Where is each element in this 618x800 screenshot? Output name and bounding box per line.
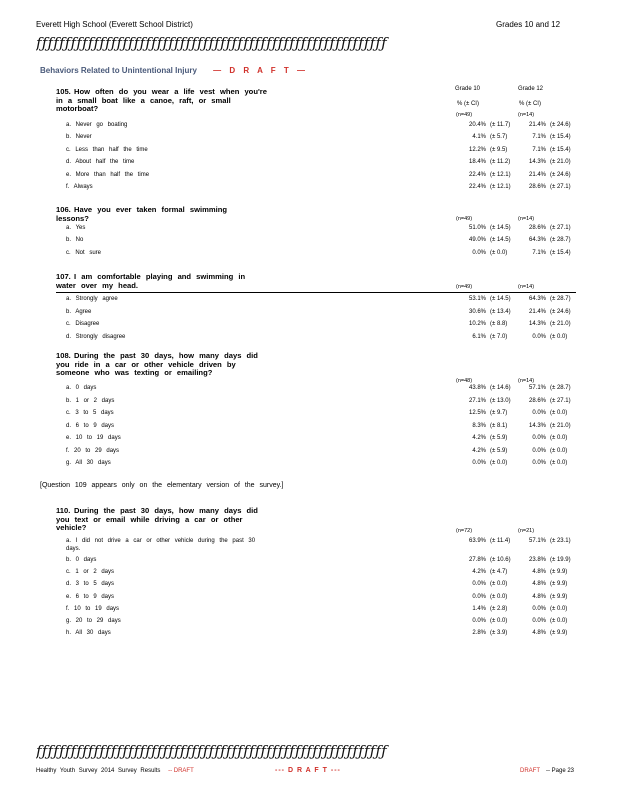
table-row	[66, 225, 571, 235]
table-row	[66, 460, 566, 470]
grade12-percent: 14.3%	[528, 422, 546, 429]
grade10-header: Grade 10	[455, 86, 481, 92]
grade10-percent: 0.0%	[472, 581, 486, 588]
answer-label: b. Agree	[66, 308, 92, 315]
grade10-percent: 27.1%	[468, 397, 486, 404]
grade10-ci: (± 14.5)	[490, 237, 511, 244]
table-row	[66, 159, 571, 169]
footer-survey-title: Healthy Youth Survey 2014 Survey Results	[36, 768, 161, 774]
grade12-ci: (± 0.0)	[550, 618, 568, 624]
grade10-percent: 27.8%	[468, 557, 486, 563]
grade12-percent: 14.3%	[528, 159, 546, 166]
question-text: Have you ever taken formal swimming lessons?	[56, 205, 228, 223]
q106-n10: (n=49)	[456, 216, 473, 222]
question-105	[56, 88, 276, 114]
grade12-ci: (± 9.9)	[550, 569, 568, 576]
grade10-percent: 0.0%	[472, 593, 486, 600]
grade12-percent: 4.8%	[532, 593, 546, 600]
table-row	[66, 581, 566, 591]
grade10-ci: (± 14.5)	[490, 296, 511, 302]
grade10-ci: (± 8.1)	[490, 422, 508, 429]
grade10-percent: 2.8%	[472, 630, 486, 637]
grade10-ci: (± 13.4)	[490, 308, 511, 315]
answer-label: b. 1 or 2 days	[66, 397, 115, 404]
grade12-percent: 23.8%	[528, 557, 546, 563]
grade10-ci: (± 5.9)	[490, 447, 508, 454]
grade12-ci: (± 21.0)	[550, 321, 571, 328]
grade12-header: Grade 12	[518, 86, 544, 92]
grade12-ci: (± 21.0)	[550, 422, 571, 429]
answer-label: a. Yes	[66, 225, 86, 231]
answer-label: f. 20 to 29 days	[66, 447, 120, 454]
footer-rule: ƒƒƒƒƒƒƒƒƒƒƒƒƒƒƒƒƒƒƒƒƒƒƒƒƒƒƒƒƒƒƒƒƒƒƒƒƒƒƒƒƒƒƒƒƒƒƒƒƒƒƒƒƒƒƒƒƒƒƒƒƒ	[36, 744, 387, 759]
grades-label: Grades 10 and 12	[496, 20, 561, 29]
answer-label: a. Never go boating	[66, 122, 128, 128]
grade12-percent: 4.8%	[532, 569, 546, 576]
q105-n10: (n=49)	[456, 112, 473, 118]
grade12-ci: (± 15.4)	[550, 146, 571, 153]
grade12-percent: 0.0%	[532, 435, 546, 441]
grade10-ci: (± 8.8)	[490, 321, 508, 328]
q107-n10: (n=49)	[456, 284, 473, 290]
grade10-percent: 0.0%	[472, 618, 486, 624]
table-row	[66, 448, 566, 458]
grade10-percent: 4.2%	[472, 569, 486, 576]
table-row	[66, 594, 566, 604]
grade10-ci: (± 11.2)	[490, 159, 511, 166]
grade12-ci: (± 9.9)	[550, 630, 568, 637]
grade12-percent: 57.1%	[528, 538, 546, 544]
table-row	[66, 184, 571, 194]
answer-label: g. All 30 days	[66, 460, 111, 466]
grade10-percent: 10.2%	[468, 321, 486, 328]
grade12-ci: (± 9.9)	[550, 593, 568, 600]
grade10-ci: (± 3.9)	[490, 630, 508, 637]
question-106	[56, 206, 246, 223]
footer-survey	[36, 768, 194, 774]
grade12-percent: 21.4%	[528, 171, 546, 178]
footer-draft-small: -- DRAFT	[168, 768, 194, 774]
draft-mark: — D R A F T —	[213, 66, 309, 75]
grade10-ci: (± 11.4)	[490, 538, 511, 544]
grade10-ci: (± 0.0)	[490, 618, 508, 624]
q108-n12: (n=14)	[518, 378, 535, 384]
grade10-ci: (± 12.1)	[490, 184, 511, 190]
grade10-ci: (± 0.0)	[490, 593, 508, 600]
table-row	[66, 606, 566, 616]
question-108	[56, 352, 266, 378]
answer-label: e. 6 to 9 days	[66, 593, 115, 600]
grade10-ci: (± 5.7)	[490, 134, 508, 141]
question-text: During the past 30 days, how many days did you text or email while driving a car or other vehicle?	[56, 506, 258, 533]
answer-label: c. Disagree	[66, 321, 100, 328]
table-row	[66, 122, 571, 132]
grade12-percent: 4.8%	[532, 630, 546, 637]
grade10-percent: 12.2%	[468, 146, 486, 153]
grade12-ci: (± 15.4)	[550, 249, 571, 256]
grade10-percent: 8.3%	[472, 422, 486, 429]
table-row	[66, 385, 571, 395]
answer-label: c. Not sure	[66, 249, 102, 256]
grade10-ci: (± 9.7)	[490, 410, 508, 416]
question-number: 108.	[56, 351, 71, 360]
grade12-ci: (± 9.9)	[550, 581, 568, 588]
grade10-ci: (± 11.7)	[490, 122, 511, 128]
grade10-percent: 0.0%	[472, 460, 486, 466]
table-row	[66, 237, 571, 247]
section-title	[40, 66, 308, 75]
grade12-ci: (± 0.0)	[550, 460, 568, 466]
grade12-ci: (± 24.6)	[550, 308, 571, 315]
grade10-percent: 51.0%	[468, 225, 486, 231]
grade10-ci: (± 7.0)	[490, 333, 508, 340]
answer-label: d. About half the time	[66, 159, 135, 166]
grade12-ci: (± 21.0)	[550, 159, 571, 166]
grade12-percent: 0.0%	[532, 333, 546, 340]
grade10-percent: 4.2%	[472, 447, 486, 454]
grade12-ci: (± 27.1)	[550, 184, 571, 190]
grade10-ci: (± 2.8)	[490, 605, 508, 612]
grade12-ci: (± 19.9)	[550, 557, 571, 563]
q107-n12: (n=14)	[518, 284, 535, 290]
grade10-ci: (± 13.0)	[490, 397, 511, 404]
q105-n12: (n=14)	[518, 112, 535, 118]
table-row	[66, 569, 566, 579]
grade10-ci: (± 0.0)	[490, 460, 508, 466]
grade12-percent: 0.0%	[532, 410, 546, 416]
grade12-percent: 28.6%	[528, 184, 546, 190]
answer-label: d. 3 to 5 days	[66, 581, 115, 588]
grade12-percent: 7.1%	[532, 134, 546, 141]
question-107	[56, 273, 266, 290]
school-name: Everett High School (Everett School District)	[36, 20, 193, 29]
grade12-percent: 7.1%	[532, 249, 546, 256]
answer-label: c. 3 to 5 days	[66, 410, 114, 416]
grade12-percent: 21.4%	[528, 122, 546, 128]
grade10-ci: (± 9.5)	[490, 146, 508, 153]
grade10-percent: 12.5%	[468, 410, 486, 416]
grade12-ci: (± 28.7)	[550, 296, 571, 302]
grade12-ci: (± 28.7)	[550, 385, 571, 391]
grade10-ci: (± 12.1)	[490, 171, 511, 178]
answer-label: a. Strongly agree	[66, 296, 118, 302]
table-row	[66, 410, 566, 420]
table-row	[66, 171, 571, 182]
grade12-percent: 0.0%	[532, 605, 546, 612]
footer-draft-center: --- D R A F T ---	[275, 767, 341, 774]
grade12-percent: 0.0%	[532, 618, 546, 624]
grade12-ci: (± 24.6)	[550, 122, 571, 128]
q106-n12: (n=14)	[518, 216, 535, 222]
question-number: 106.	[56, 205, 71, 214]
answer-label-continued	[66, 546, 566, 556]
table-row	[66, 296, 571, 306]
grade10-ci: (± 0.0)	[490, 581, 508, 588]
question-text: How often do you wear a life vest when you're in a small boat like a canoe, raft, or small motorboat?	[56, 87, 267, 114]
question-number: 110.	[56, 506, 71, 515]
grade10-percent: 63.9%	[468, 538, 486, 544]
answer-label: a. 0 days	[66, 385, 97, 391]
answer-label: b. Never	[66, 134, 92, 141]
grade10-ci: (± 14.5)	[490, 225, 511, 231]
question-number: 105.	[56, 87, 71, 96]
grade10-percent: 53.1%	[468, 296, 486, 302]
header-rule: ƒƒƒƒƒƒƒƒƒƒƒƒƒƒƒƒƒƒƒƒƒƒƒƒƒƒƒƒƒƒƒƒƒƒƒƒƒƒƒƒƒƒƒƒƒƒƒƒƒƒƒƒƒƒƒƒƒƒƒƒƒ	[36, 36, 387, 51]
grade12-percent: 57.1%	[528, 385, 546, 391]
q108-n10: (n=48)	[456, 378, 473, 384]
table-row	[66, 618, 566, 628]
question-109-note: [Question 109 appears only on the elementary version of the survey.]	[40, 482, 284, 489]
table-row	[66, 146, 571, 157]
grade10-ci: (± 14.6)	[490, 385, 511, 391]
answer-label: c. 1 or 2 days	[66, 569, 115, 576]
grade10-ci: (± 5.9)	[490, 435, 508, 441]
q110-n12: (n=21)	[518, 528, 535, 534]
grade10-percent: 0.0%	[472, 249, 486, 256]
grade12-percent: 0.0%	[532, 447, 546, 454]
answer-label: c. Less than half the time	[66, 146, 148, 153]
grade12-ci: (± 0.0)	[550, 605, 568, 612]
table-row	[66, 321, 571, 331]
answer-label: f. 10 to 19 days	[66, 605, 120, 612]
grade12-percent: 64.3%	[528, 237, 546, 244]
grade12-ci: (± 0.0)	[550, 435, 568, 441]
grade10-percent: 43.8%	[468, 385, 486, 391]
answer-label: h. All 30 days	[66, 630, 111, 637]
table-row	[66, 308, 571, 319]
table-row	[66, 397, 571, 408]
grade12-percent: 28.6%	[528, 397, 546, 404]
grade12-ci: (± 27.1)	[550, 397, 571, 404]
grade10-percent: 4.1%	[472, 134, 486, 141]
grade12-ci: (± 0.0)	[550, 333, 568, 340]
grade10-percent: 6.1%	[472, 333, 486, 340]
grade10-percent: 49.0%	[468, 237, 486, 244]
answer-label: d. Strongly disagree	[66, 333, 126, 340]
grade12-ci: (± 24.6)	[550, 171, 571, 178]
grade12-percent: 64.3%	[528, 296, 546, 302]
grade12-percent: 7.1%	[532, 146, 546, 153]
grade12-ci: (± 0.0)	[550, 410, 568, 416]
grade12-ci: (± 28.7)	[550, 237, 571, 244]
table-row	[66, 249, 571, 260]
grade10-ci: (± 10.6)	[490, 557, 511, 563]
page-number: -- Page 23	[546, 768, 575, 774]
grade10-percent: 18.4%	[468, 159, 486, 166]
answer-label: d. 6 to 9 days	[66, 422, 115, 429]
grade12-ci: (± 15.4)	[550, 134, 571, 141]
grade12-percent: 21.4%	[528, 308, 546, 315]
grade10-percent: 20.4%	[468, 122, 486, 128]
grade12-pct-header: % (± CI)	[519, 101, 541, 107]
table-row	[66, 422, 571, 433]
table-row	[66, 134, 571, 144]
answer-label: b. No	[66, 237, 84, 244]
answer-label-line2: days.	[66, 546, 81, 552]
answer-label: a. I did not drive a car or other vehicle during the past 30	[66, 538, 256, 544]
table-row	[66, 435, 566, 445]
grade10-percent: 22.4%	[468, 171, 486, 178]
grade12-ci: (± 0.0)	[550, 447, 568, 454]
answer-label: e. 10 to 19 days	[66, 435, 121, 441]
question-text: I am comfortable playing and swimming in water over my head.	[56, 272, 246, 290]
table-divider	[56, 292, 576, 293]
q110-n10: (n=72)	[456, 528, 473, 534]
question-text: During the past 30 days, how many days did you ride in a car or other vehicle driven by someone who was texting or emailing?	[56, 351, 258, 378]
grade10-pct-header: % (± CI)	[457, 101, 479, 107]
grade12-ci: (± 27.1)	[550, 225, 571, 231]
grade12-percent: 28.6%	[528, 225, 546, 231]
table-row	[66, 630, 566, 640]
answer-label: g. 20 to 29 days	[66, 618, 121, 624]
grade10-percent: 22.4%	[468, 184, 486, 190]
section-title-text: Behaviors Related to Unintentional Injury	[40, 66, 197, 75]
footer-draft-right: DRAFT	[520, 768, 540, 774]
table-row	[66, 334, 566, 344]
grade10-percent: 30.6%	[468, 308, 486, 315]
question-number: 107.	[56, 272, 71, 281]
question-110	[56, 507, 266, 533]
grade12-percent: 14.3%	[528, 321, 546, 328]
grade10-ci: (± 0.0)	[490, 249, 508, 256]
table-row	[66, 557, 571, 567]
answer-label: e. More than half the time	[66, 171, 150, 178]
grade10-percent: 4.2%	[472, 435, 486, 441]
answer-label: f. Always	[66, 184, 93, 190]
grade10-ci: (± 4.7)	[490, 569, 508, 576]
answer-label: b. 0 days	[66, 557, 97, 563]
grade12-percent: 0.0%	[532, 460, 546, 466]
grade10-percent: 1.4%	[472, 605, 486, 612]
grade12-percent: 4.8%	[532, 581, 546, 588]
grade12-ci: (± 23.1)	[550, 538, 571, 544]
